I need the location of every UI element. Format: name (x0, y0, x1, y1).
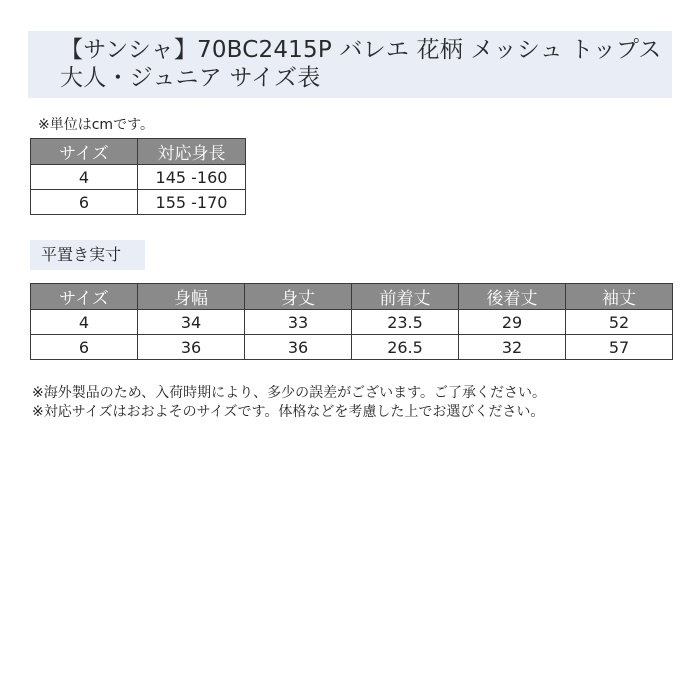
note-size-guidance: ※対応サイズはおおよそのサイズです。体格などを考慮した上でお選びください。 (32, 404, 545, 420)
header-height: 対応身長 (138, 139, 246, 165)
cell-size: 4 (31, 310, 138, 335)
table-header-row (31, 284, 673, 310)
cell-body-length: 33 (245, 310, 352, 335)
header-front-length: 前着丈 (352, 284, 459, 310)
table-row (31, 165, 246, 190)
cell-size: 6 (31, 190, 138, 215)
table-row (31, 310, 673, 335)
header-size: サイズ (31, 284, 138, 310)
cell-size: 4 (31, 165, 138, 190)
header-body-width: 身幅 (138, 284, 245, 310)
flat-measurement-table (30, 283, 673, 360)
cell-height: 145 -160 (138, 165, 246, 190)
header-sleeve-length: 袖丈 (566, 284, 673, 310)
cell-body-width: 36 (138, 335, 245, 360)
header-body-length: 身丈 (245, 284, 352, 310)
cell-size: 6 (31, 335, 138, 360)
cell-body-width: 34 (138, 310, 245, 335)
cell-sleeve-length: 52 (566, 310, 673, 335)
notes (32, 384, 546, 422)
title-banner (28, 31, 672, 98)
cell-sleeve-length: 57 (566, 335, 673, 360)
table-row (31, 335, 673, 360)
cell-front-length: 26.5 (352, 335, 459, 360)
table-row (31, 190, 246, 215)
product-title: 【サンシャ】70BC2415P バレエ 花柄 メッシュ トップス (60, 37, 662, 63)
cell-back-length: 32 (459, 335, 566, 360)
cell-back-length: 29 (459, 310, 566, 335)
size-height-table (30, 138, 246, 215)
flat-measurement-label: 平置き実寸 (30, 240, 145, 270)
header-size: サイズ (31, 139, 138, 165)
note-import-variance: ※海外製品のため、入荷時期により、多少の誤差がございます。ご了承ください。 (32, 385, 547, 401)
header-back-length: 後着丈 (459, 284, 566, 310)
unit-note: ※単位はcmです。 (38, 117, 154, 133)
cell-height: 155 -170 (138, 190, 246, 215)
size-chart-subtitle: 大人・ジュニア サイズ表 (60, 65, 321, 91)
cell-front-length: 23.5 (352, 310, 459, 335)
table-header-row (31, 139, 246, 165)
cell-body-length: 36 (245, 335, 352, 360)
